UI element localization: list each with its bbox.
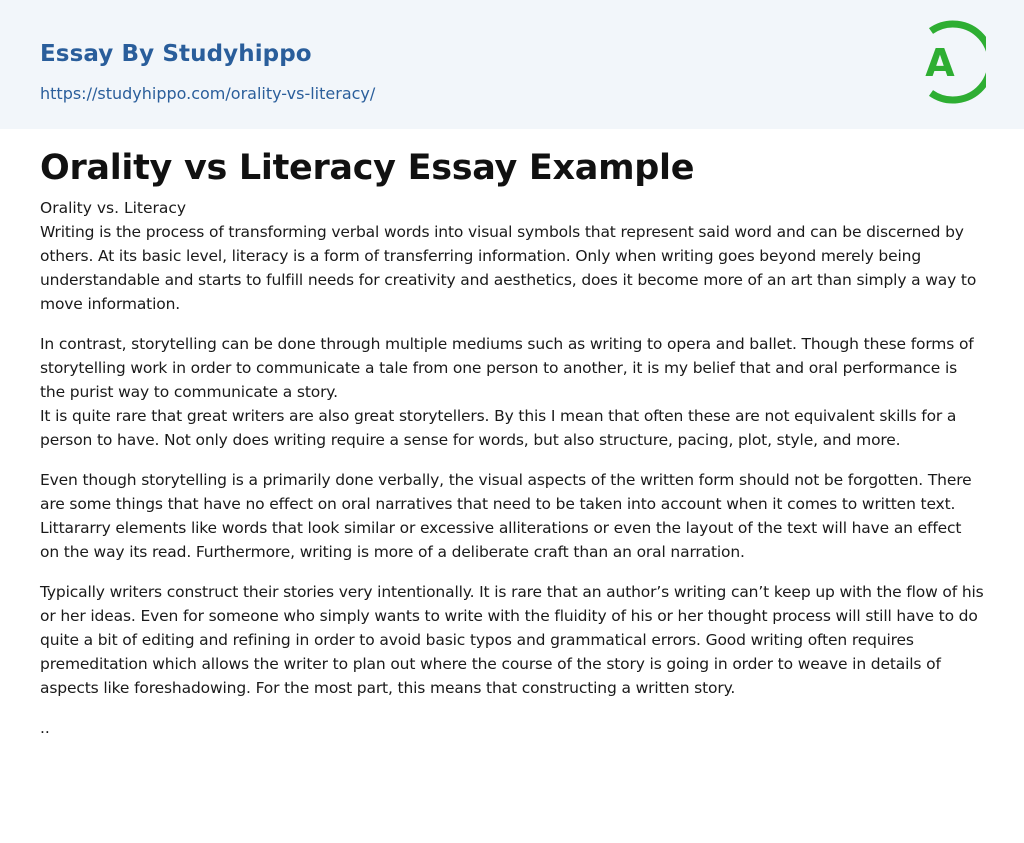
site-header (0, 0, 1024, 129)
paragraph-2: In contrast, storytelling can be done through multiple mediums such as writing to opera and ballet. Though these forms of storytelling work in order to communicate a tale from one person to another, it is my belief that and oral performance is the purist way to communicate a story. (40, 335, 974, 401)
paragraph-3: It is quite rare that great writers are also great storytellers. By this I mean that often these are not equivalent skills for a person to have. Not only does writing require a sense for words, but also structure, pacing, plot, style, and more. (40, 407, 957, 449)
article-subtitle: Orality vs. Literacy (40, 199, 187, 217)
logo-letter: A (925, 41, 955, 85)
site-brand[interactable]: Essay By Studyhippo (40, 41, 312, 67)
studyhippo-logo-icon[interactable] (913, 19, 986, 105)
page-url-link[interactable]: https://studyhippo.com/orality-vs-literacy/ (40, 84, 376, 103)
paragraph-1: Writing is the process of transforming verbal words into visual symbols that represent said word and can be discerned by others. At its basic level, literacy is a form of transferring information. Only when writing goes beyond merely being understandable and starts to fulfill needs for creativity and aesthetics, does it become more of an art than simply a way to move information. (40, 223, 977, 313)
page-title: Orality vs Literacy Essay Example (40, 148, 695, 188)
paragraph-5: Typically writers construct their stories very intentionally. It is rare that an author’s writing can’t keep up with the flow of his or her ideas. Even for someone who simply wants to write with the fluidity of his or her thought process will still have to do quite a bit of editing and refining in order to avoid basic typos and grammatical errors. Good writing often requires premeditation which allows the writer to plan out where the course of the story is going in order to weave in details of aspects like foreshadowing. For the most part, this means that constructing a written story. (40, 583, 984, 697)
ellipsis-text: .. (40, 719, 50, 737)
paragraph-4: Even though storytelling is a primarily done verbally, the visual aspects of the written form should not be forgotten. There are some things that have no effect on oral narratives that need to be taken into account when it comes to written text. Littararry elements like words that look similar or excessive alliterations or even the layout of the text will have an effect on the way its read. Furthermore, writing is more of a deliberate craft than an oral narration. (40, 471, 972, 561)
article (40, 145, 985, 740)
